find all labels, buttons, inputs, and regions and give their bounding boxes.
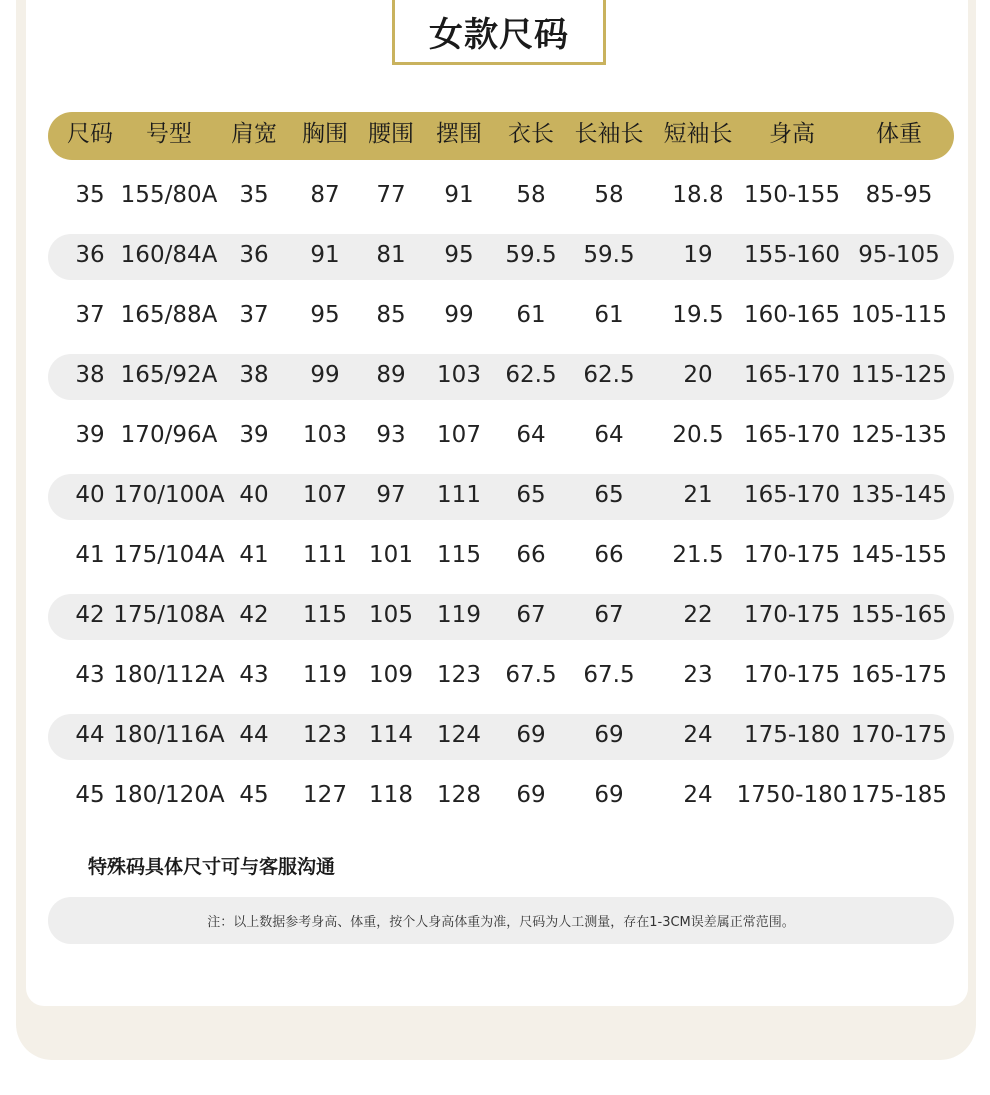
table-cell: 105	[369, 602, 413, 628]
title-box	[392, 0, 606, 65]
table-cell: 115-125	[850, 362, 948, 388]
table-cell: 155-165	[850, 602, 948, 628]
table-cell: 165-170	[743, 362, 841, 388]
table-cell: 69	[516, 722, 546, 748]
header-cell: 短袖长	[663, 121, 733, 147]
table-cell: 127	[303, 782, 347, 808]
table-cell: 65	[516, 482, 546, 508]
table-cell: 22	[683, 602, 713, 628]
table-cell: 103	[303, 422, 347, 448]
table-cell: 37	[239, 302, 269, 328]
header-cell: 腰围	[368, 121, 414, 147]
table-cell: 125-135	[850, 422, 948, 448]
table-cell: 93	[376, 422, 406, 448]
table-cell: 99	[444, 302, 474, 328]
table-cell: 69	[516, 782, 546, 808]
header-cell: 身高	[769, 121, 815, 147]
table-cell: 91	[444, 182, 474, 208]
table-cell: 19	[683, 242, 713, 268]
table-cell: 175-180	[743, 722, 841, 748]
table-cell: 39	[239, 422, 269, 448]
table-cell: 91	[310, 242, 340, 268]
table-cell: 45	[75, 782, 105, 808]
table-cell: 40	[239, 482, 269, 508]
table-cell: 170/100A	[113, 482, 225, 508]
table-cell: 42	[75, 602, 105, 628]
table-cell: 124	[437, 722, 481, 748]
table-cell: 1750-180	[736, 782, 848, 808]
table-cell: 45	[239, 782, 269, 808]
table-cell: 170-175	[743, 662, 841, 688]
table-cell: 165-175	[850, 662, 948, 688]
table-cell: 97	[376, 482, 406, 508]
table-cell: 37	[75, 302, 105, 328]
table-cell: 21	[683, 482, 713, 508]
table-cell: 40	[75, 482, 105, 508]
table-cell: 101	[369, 542, 413, 568]
table-cell: 85-95	[865, 182, 933, 208]
table-cell: 62.5	[583, 362, 635, 388]
table-cell: 114	[369, 722, 413, 748]
table-cell: 67	[516, 602, 546, 628]
table-cell: 165/88A	[120, 302, 218, 328]
table-cell: 170-175	[743, 602, 841, 628]
special-size-note: 特殊码具体尺寸可与客服沟通	[88, 856, 336, 878]
table-cell: 155-160	[743, 242, 841, 268]
table-cell: 85	[376, 302, 406, 328]
table-cell: 107	[303, 482, 347, 508]
table-cell: 170-175	[850, 722, 948, 748]
table-cell: 119	[437, 602, 481, 628]
table-cell: 38	[239, 362, 269, 388]
table-cell: 35	[239, 182, 269, 208]
table-cell: 58	[594, 182, 624, 208]
table-cell: 38	[75, 362, 105, 388]
header-cell: 肩宽	[231, 121, 277, 147]
table-cell: 155/80A	[120, 182, 218, 208]
table-cell: 24	[683, 782, 713, 808]
table-cell: 135-145	[850, 482, 948, 508]
table-cell: 43	[239, 662, 269, 688]
table-cell: 87	[310, 182, 340, 208]
table-cell: 58	[516, 182, 546, 208]
page-title: 女款尺码	[429, 14, 569, 55]
table-cell: 118	[369, 782, 413, 808]
table-cell: 23	[683, 662, 713, 688]
table-cell: 115	[303, 602, 347, 628]
header-cell: 胸围	[302, 121, 348, 147]
table-cell: 115	[437, 542, 481, 568]
table-cell: 19.5	[672, 302, 724, 328]
table-cell: 61	[516, 302, 546, 328]
header-cell: 长袖长	[574, 121, 644, 147]
table-cell: 180/112A	[113, 662, 225, 688]
table-cell: 145-155	[850, 542, 948, 568]
table-cell: 160-165	[743, 302, 841, 328]
table-cell: 20.5	[672, 422, 724, 448]
table-cell: 175/104A	[113, 542, 225, 568]
header-cell: 尺码	[67, 121, 113, 147]
table-cell: 111	[437, 482, 481, 508]
table-cell: 95	[444, 242, 474, 268]
table-cell: 111	[303, 542, 347, 568]
table-cell: 64	[516, 422, 546, 448]
table-cell: 64	[594, 422, 624, 448]
header-cell: 衣长	[508, 121, 554, 147]
table-cell: 69	[594, 722, 624, 748]
table-cell: 67.5	[583, 662, 635, 688]
table-cell: 150-155	[743, 182, 841, 208]
table-cell: 175-185	[850, 782, 948, 808]
table-cell: 20	[683, 362, 713, 388]
table-cell: 67	[594, 602, 624, 628]
table-cell: 123	[303, 722, 347, 748]
table-cell: 61	[594, 302, 624, 328]
table-cell: 99	[310, 362, 340, 388]
table-cell: 35	[75, 182, 105, 208]
table-cell: 165/92A	[120, 362, 218, 388]
table-cell: 180/116A	[113, 722, 225, 748]
table-cell: 41	[75, 542, 105, 568]
table-cell: 21.5	[672, 542, 724, 568]
table-cell: 123	[437, 662, 481, 688]
table-cell: 43	[75, 662, 105, 688]
table-cell: 95	[310, 302, 340, 328]
table-cell: 170/96A	[120, 422, 218, 448]
table-cell: 44	[239, 722, 269, 748]
table-cell: 24	[683, 722, 713, 748]
table-cell: 107	[437, 422, 481, 448]
header-cell: 摆围	[436, 121, 482, 147]
table-cell: 36	[239, 242, 269, 268]
table-cell: 39	[75, 422, 105, 448]
table-cell: 66	[516, 542, 546, 568]
table-cell: 77	[376, 182, 406, 208]
footer-note: 注：以上数据参考身高、体重，按个人身高体重为准，尺码为人工测量，存在1-3CM误差属正常范围。	[207, 915, 795, 930]
table-cell: 119	[303, 662, 347, 688]
table-cell: 18.8	[672, 182, 724, 208]
table-cell: 109	[369, 662, 413, 688]
table-cell: 165-170	[743, 482, 841, 508]
table-cell: 66	[594, 542, 624, 568]
table-cell: 103	[437, 362, 481, 388]
header-cell: 体重	[876, 121, 922, 147]
table-cell: 95-105	[858, 242, 940, 268]
table-cell: 62.5	[505, 362, 557, 388]
table-cell: 69	[594, 782, 624, 808]
table-cell: 170-175	[743, 542, 841, 568]
table-cell: 89	[376, 362, 406, 388]
table-cell: 180/120A	[113, 782, 225, 808]
table-cell: 65	[594, 482, 624, 508]
footer-note-pill	[48, 897, 954, 944]
table-cell: 105-115	[850, 302, 948, 328]
table-cell: 41	[239, 542, 269, 568]
table-cell: 67.5	[505, 662, 557, 688]
table-cell: 81	[376, 242, 406, 268]
table-cell: 59.5	[505, 242, 557, 268]
table-cell: 165-170	[743, 422, 841, 448]
table-cell: 59.5	[583, 242, 635, 268]
table-cell: 128	[437, 782, 481, 808]
table-cell: 160/84A	[120, 242, 218, 268]
table-cell: 42	[239, 602, 269, 628]
table-cell: 44	[75, 722, 105, 748]
table-cell: 36	[75, 242, 105, 268]
header-cell: 号型	[146, 121, 192, 147]
table-cell: 175/108A	[113, 602, 225, 628]
